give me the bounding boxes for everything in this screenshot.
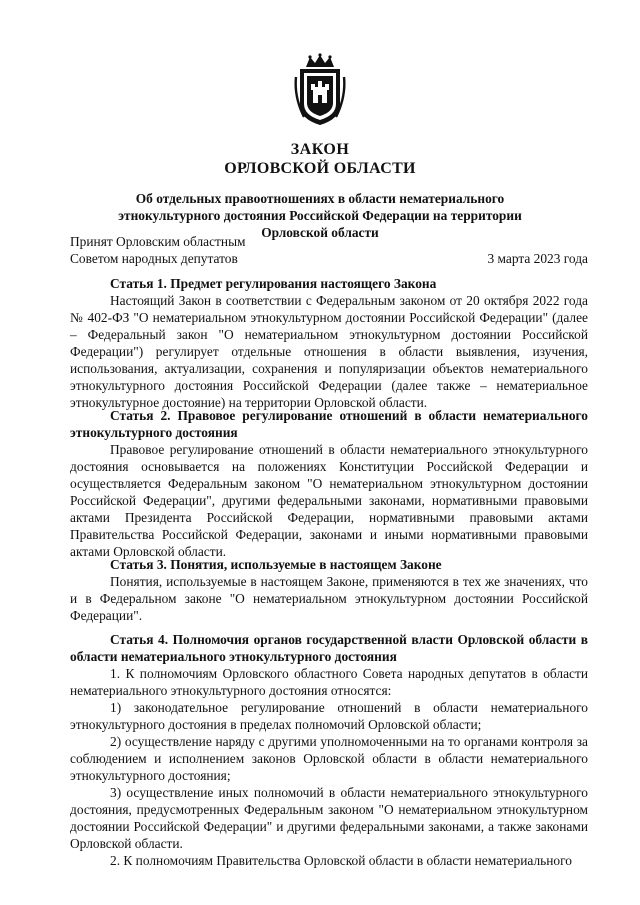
article-4-paragraph-3: 2) осуществление наряду с другими уполномоченными на то органами контроля за соблюдением и исполнением законов Орловской области в области нематериального этнокультурного достояния; [70, 734, 588, 783]
article-4-paragraph-4: 3) осуществление иных полномочий в области нематериального этнокультурного достояния, предусмотренных Федеральным законом "О нематериальном этнокультурном достоянии Российской Федерации" и другими федеральными законами, а также законами Орловской области. [70, 785, 588, 851]
article-3-text: Понятия, используемые в настоящем Законе, применяются в тех же значениях, что и в Федеральном законе "О нематериальном этнокультурном достоянии Российской Федерации". [70, 574, 588, 623]
adoption-line-2: Советом народных депутатов [70, 251, 238, 266]
article-4-paragraph-1: 1. К полномочиям Орловского областного Совета народных депутатов в области нематериального этнокультурного достояния относятся: [70, 666, 588, 698]
article-2 [70, 407, 588, 560]
adoption-date: 3 марта 2023 года [487, 251, 588, 266]
law-subtitle: Об отдельных правоотношениях в области нематериального этнокультурного достояния Российской Федерации на территории Орловской области [118, 191, 522, 240]
adoption-statement [70, 233, 246, 267]
coat-of-arms-emblem [294, 53, 346, 127]
article-4-heading: Статья 4. Полномочия органов государственной власти Орловской области в области нематериального этнокультурного достояния [70, 632, 588, 664]
article-3 [70, 556, 588, 624]
adoption-line-1: Принят Орловским областным [70, 234, 246, 249]
article-2-heading: Статья 2. Правовое регулирование отношений в области нематериального этнокультурного достояния [70, 408, 588, 440]
article-4-paragraph-5: 2. К полномочиям Правительства Орловской области в области нематериального [110, 853, 572, 868]
article-2-text: Правовое регулирование отношений в области нематериального этнокультурного достояния основывается на положениях Конституции Российской Федерации и осуществляется Федеральным законом "О нематериальном этнокультурном достоянии Российской Федерации", другими федеральными законами, нормативными правовыми актами Президента Российской Федерации, нормативными правовыми актами Правительства Российской Федерации, законами и иными нормативными правовыми актами Орловской области. [70, 442, 588, 559]
article-3-heading: Статья 3. Понятия, используемые в настоящем Законе [110, 557, 442, 572]
article-4-paragraph-2: 1) законодательное регулирование отношений в области нематериального этнокультурного достояния в пределах полномочий Орловской области; [70, 700, 588, 732]
article-4 [70, 631, 588, 869]
article-1-text: Настоящий Закон в соответствии с Федеральным законом от 20 октября 2022 года № 402-ФЗ "О нематериальном этнокультурном достоянии Российской Федерации" (далее – Федеральный закон "О нематериальном этнокультурном достоянии Российской Федерации") регулирует отдельные отношения в области выявления, изучения, использования, актуализации, сохранения и популяризации объектов нематериального этнокультурного достояния Российской Федерации (далее также – нематериальное этнокультурное достояние) на территории Орловской области. [70, 293, 588, 410]
article-1 [70, 275, 588, 411]
region-title: ОРЛОВСКОЙ ОБЛАСТИ [224, 160, 416, 177]
document-title: ЗАКОН [290, 141, 350, 158]
article-1-heading: Статья 1. Предмет регулирования настоящего Закона [110, 276, 437, 291]
